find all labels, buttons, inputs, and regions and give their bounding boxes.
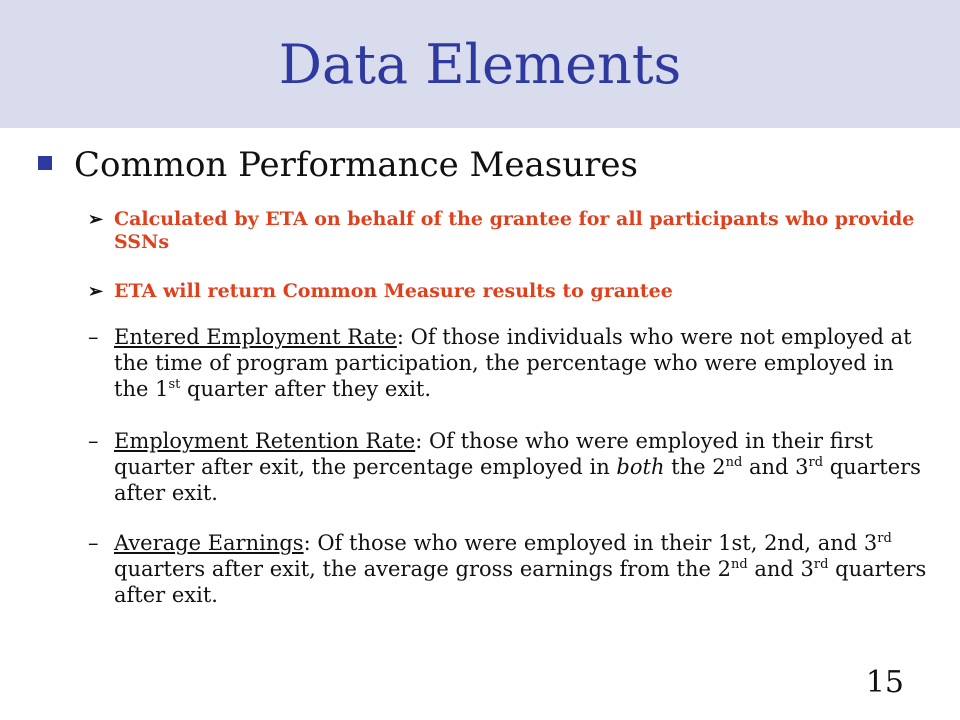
dash-item-average-earnings: [88, 530, 928, 608]
superscript: nd: [725, 455, 743, 470]
dash-item-text: [114, 530, 928, 608]
level1-bullet-text: Common Performance Measures: [74, 145, 638, 185]
italic-text: both: [616, 455, 665, 479]
page-number: 15: [865, 665, 904, 700]
dash-bullet-icon: –: [88, 531, 99, 555]
dash-bullet-icon: –: [88, 429, 99, 453]
level1-bullet-item: [38, 146, 928, 184]
superscript: rd: [813, 557, 829, 572]
text-segment: : Of those who were employed in their first quarter after exit, the percentage employed in: [114, 429, 874, 479]
superscript: nd: [731, 557, 748, 572]
slide-title: Data Elements: [278, 33, 682, 96]
dash-bullet-icon: –: [88, 325, 99, 349]
superscript: st: [168, 377, 181, 392]
text-segment: and 3: [742, 455, 809, 479]
term-average-earnings: Average Earnings: [114, 531, 304, 555]
square-bullet-icon: [38, 156, 52, 170]
text-segment: and 3: [747, 557, 814, 581]
dash-item-employment-retention: [88, 428, 928, 506]
text-segment: the 2: [664, 455, 726, 479]
text-segment: quarters after exit, the average gross earnings from the 2: [114, 557, 731, 581]
text-segment: quarter after they exit.: [180, 377, 432, 401]
dash-item-text: [114, 428, 928, 506]
superscript: rd: [808, 455, 824, 470]
text-segment: quarters after exit.: [114, 557, 927, 607]
text-segment: : Of those who were employed in their 1st, 2nd, and 3: [303, 531, 878, 555]
dash-item-entered-employment: [88, 324, 928, 402]
text-segment: : Of those individuals who were not employed at the time of program participation, the percentage who were employed in the 1: [114, 325, 912, 401]
red-bullet-text: ETA will return Common Measure results to grantee: [114, 280, 673, 302]
red-bullet-text: Calculated by ETA on behalf of the grantee for all participants who provide SSNs: [114, 208, 915, 253]
term-employment-retention-rate: Employment Retention Rate: [114, 429, 416, 453]
red-bullet-item-1: [88, 208, 928, 254]
term-entered-employment-rate: Entered Employment Rate: [114, 325, 397, 349]
arrow-bullet-icon: ➢: [88, 281, 104, 302]
arrow-bullet-icon: ➢: [88, 209, 104, 230]
red-bullet-item-2: [88, 280, 928, 303]
superscript: rd: [877, 531, 892, 546]
text-segment: quarters after exit.: [114, 455, 921, 505]
dash-item-text: [114, 324, 928, 402]
